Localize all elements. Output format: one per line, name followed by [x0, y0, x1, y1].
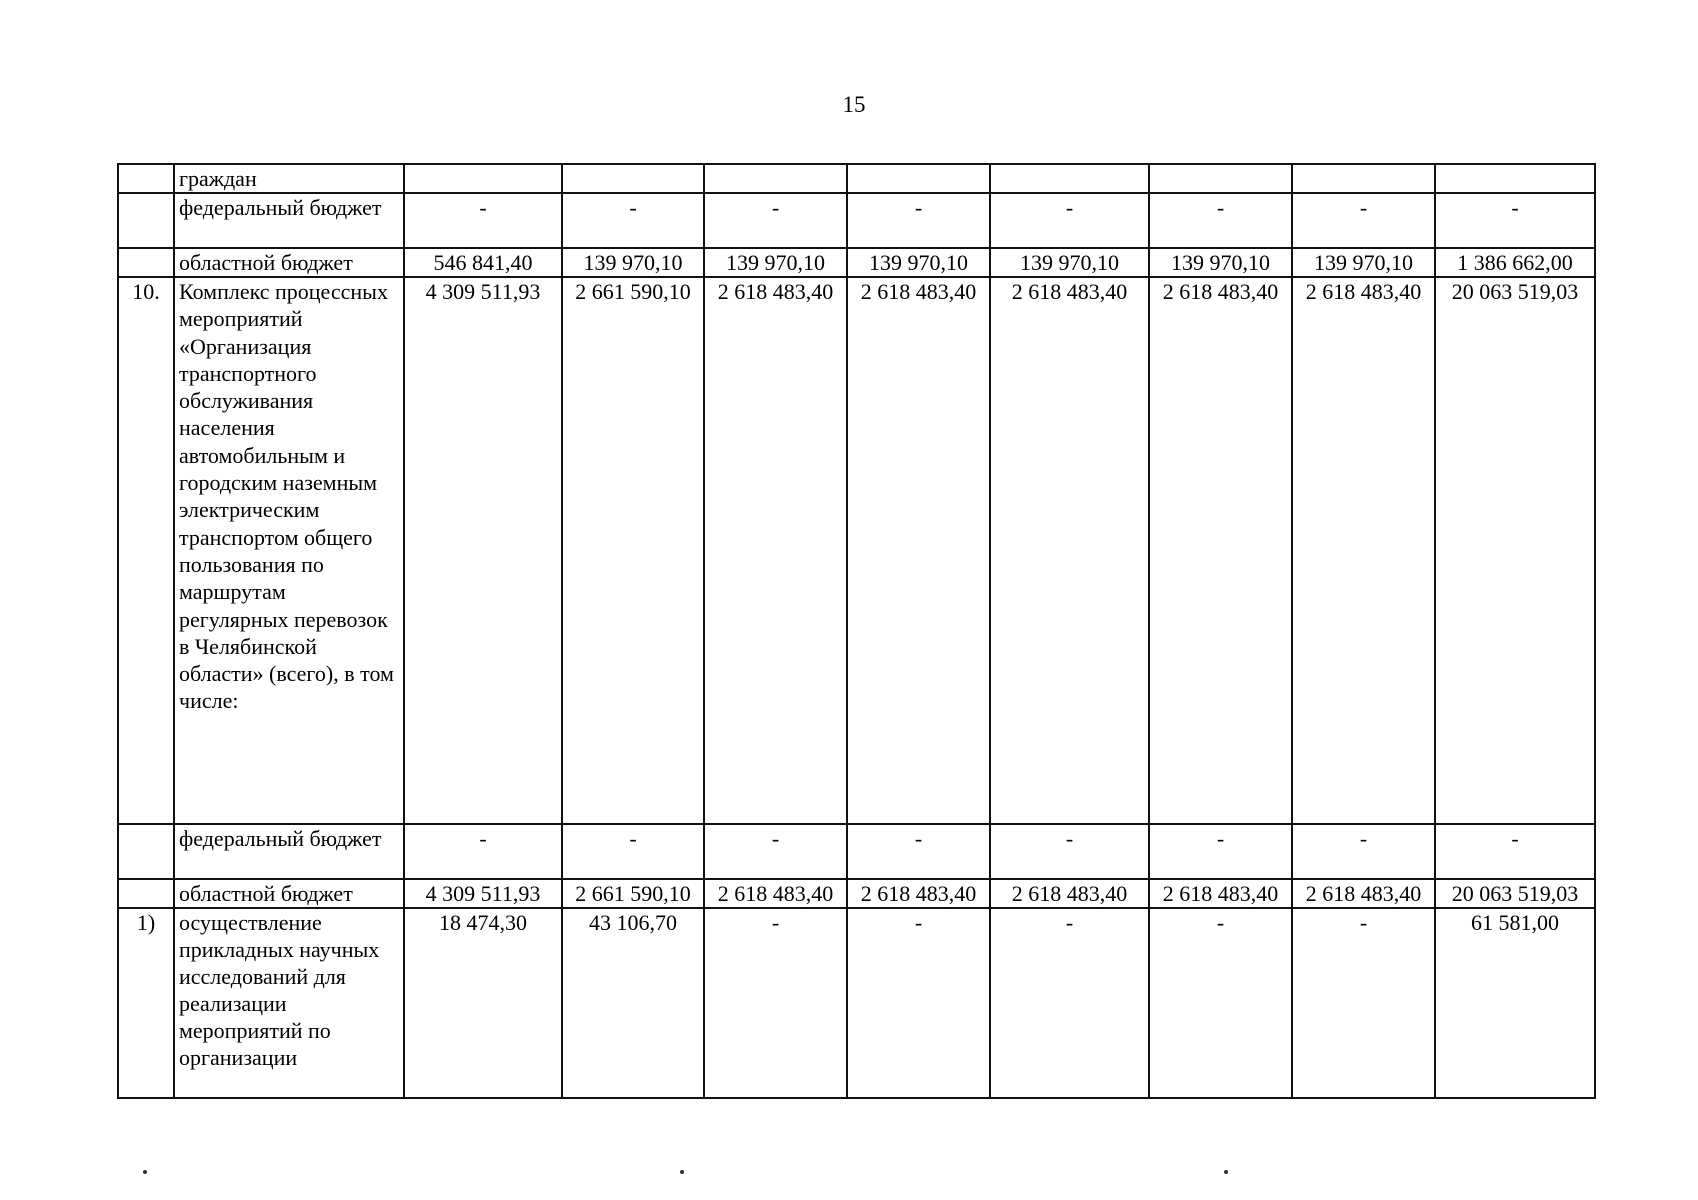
value-cell: -	[990, 824, 1149, 879]
value-cell: -	[1149, 824, 1292, 879]
value-cell: 2 661 590,10	[562, 879, 704, 908]
page-number: 15	[842, 92, 866, 117]
value-cell: 2 618 483,40	[1149, 277, 1292, 824]
row-name-cell: областной бюджет	[174, 879, 404, 908]
table-body	[118, 164, 1595, 1098]
row-number-cell	[118, 879, 174, 908]
value-cell: -	[1292, 193, 1435, 248]
row-name-cell: федеральный бюджет	[174, 193, 404, 248]
value-cell	[1435, 164, 1595, 193]
table-row	[118, 824, 1595, 879]
value-cell: 43 106,70	[562, 908, 704, 1098]
value-cell: 139 970,10	[990, 248, 1149, 277]
value-cell	[847, 164, 990, 193]
table-row	[118, 908, 1595, 1098]
value-cell: -	[1435, 193, 1595, 248]
row-name-cell: областной бюджет	[174, 248, 404, 277]
value-cell: -	[562, 193, 704, 248]
value-cell: 18 474,30	[404, 908, 562, 1098]
value-cell: 139 970,10	[1292, 248, 1435, 277]
scan-dot	[680, 1170, 684, 1174]
value-cell: 2 618 483,40	[704, 879, 847, 908]
value-cell: 2 618 483,40	[847, 277, 990, 824]
row-name-cell: Комплекс процессных мероприятий «Организация транспортного обслуживания населения автомобильным и городским наземным электрическим транспортом общего пользования по маршрутам регулярных перевозок в Челябинской области» (всего), в том числе:	[174, 277, 404, 824]
table-row	[118, 879, 1595, 908]
value-cell: 2 618 483,40	[1292, 879, 1435, 908]
value-cell: -	[1292, 824, 1435, 879]
value-cell	[1149, 164, 1292, 193]
table-row	[118, 277, 1595, 824]
value-cell: 4 309 511,93	[404, 277, 562, 824]
row-name-cell: граждан	[174, 164, 404, 193]
value-cell: 546 841,40	[404, 248, 562, 277]
value-cell: 2 618 483,40	[990, 879, 1149, 908]
scan-dot	[143, 1170, 147, 1174]
value-cell: -	[404, 193, 562, 248]
row-number-cell: 10.	[118, 277, 174, 824]
scan-dot	[1224, 1170, 1228, 1174]
value-cell: 2 618 483,40	[1292, 277, 1435, 824]
value-cell: -	[847, 824, 990, 879]
row-number-cell	[118, 193, 174, 248]
value-cell: 61 581,00	[1435, 908, 1595, 1098]
value-cell: -	[847, 193, 990, 248]
value-cell	[990, 164, 1149, 193]
table-row	[118, 164, 1595, 193]
value-cell: -	[847, 908, 990, 1098]
value-cell: -	[704, 193, 847, 248]
row-name-cell: осуществление прикладных научных исследований для реализации мероприятий по организации	[174, 908, 404, 1098]
value-cell: -	[404, 824, 562, 879]
value-cell: -	[1149, 193, 1292, 248]
value-cell	[1292, 164, 1435, 193]
row-number-cell	[118, 824, 174, 879]
row-number-cell	[118, 164, 174, 193]
value-cell: 2 618 483,40	[847, 879, 990, 908]
value-cell: 20 063 519,03	[1435, 879, 1595, 908]
value-cell: -	[990, 193, 1149, 248]
value-cell: 2 618 483,40	[1149, 879, 1292, 908]
value-cell	[562, 164, 704, 193]
value-cell: 2 618 483,40	[990, 277, 1149, 824]
value-cell: -	[1435, 824, 1595, 879]
value-cell: -	[990, 908, 1149, 1098]
table-row	[118, 193, 1595, 248]
row-number-cell: 1)	[118, 908, 174, 1098]
value-cell: -	[704, 908, 847, 1098]
value-cell: 139 970,10	[562, 248, 704, 277]
value-cell: 139 970,10	[847, 248, 990, 277]
value-cell: 139 970,10	[1149, 248, 1292, 277]
value-cell: -	[1292, 908, 1435, 1098]
row-name-cell: федеральный бюджет	[174, 824, 404, 879]
value-cell: -	[1149, 908, 1292, 1098]
row-number-cell	[118, 248, 174, 277]
table-row	[118, 248, 1595, 277]
value-cell: 4 309 511,93	[404, 879, 562, 908]
value-cell	[704, 164, 847, 193]
value-cell: 139 970,10	[704, 248, 847, 277]
value-cell: 20 063 519,03	[1435, 277, 1595, 824]
value-cell: -	[704, 824, 847, 879]
value-cell	[404, 164, 562, 193]
value-cell: 1 386 662,00	[1435, 248, 1595, 277]
budget-table	[117, 163, 1596, 1099]
value-cell: 2 618 483,40	[704, 277, 847, 824]
value-cell: -	[562, 824, 704, 879]
value-cell: 2 661 590,10	[562, 277, 704, 824]
